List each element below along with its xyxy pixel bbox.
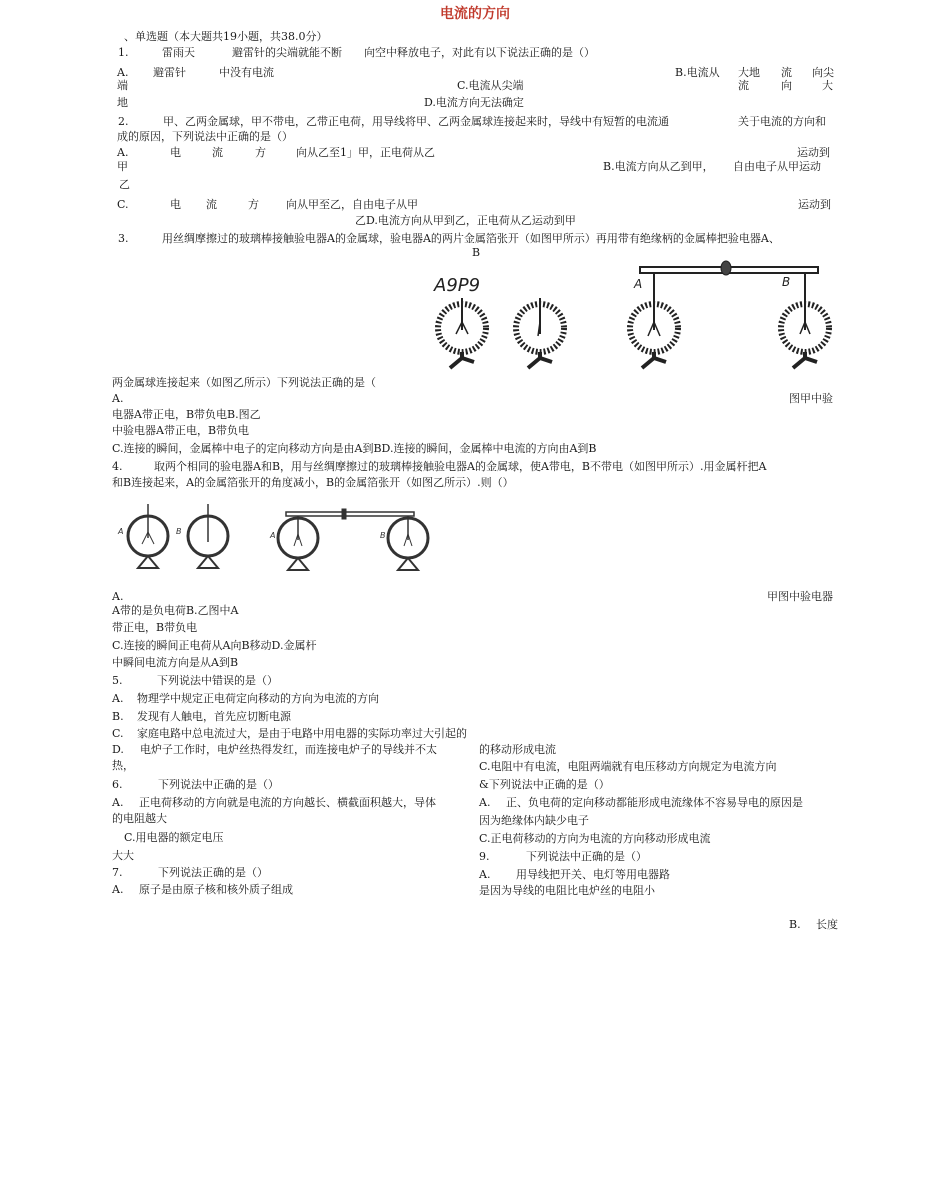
q1-option-c: C.电流从尖端	[457, 79, 524, 92]
electroscope-a-icon	[438, 298, 486, 368]
q5-option-d: D.	[112, 743, 124, 756]
q2-option-d: 乙D.电流方向从甲到乙，正电荷从乙运动到甲	[355, 214, 576, 227]
q4-figure-label-a: A	[118, 527, 124, 536]
q2-text: 成的原因，下列说法中正确的是（）	[117, 130, 293, 143]
connected-electroscopes-icon	[278, 509, 428, 570]
q7-text: 下列说法正确的是（）	[158, 866, 268, 879]
q2-option-c-text: 流	[206, 198, 217, 211]
q5-option-b-text: 发现有人触电，首先应切断电源	[137, 710, 291, 723]
right-column-text: C.电阻中有电流，电阻两端就有电压移动方向规定为电流方向	[479, 760, 777, 773]
q6-number: 6.	[112, 778, 123, 791]
q-option-b: B.	[789, 918, 801, 931]
q2-number: 2.	[118, 115, 129, 128]
q5-option-c-text: 家庭电路中总电流过大，是由于电路中用电器的实际功率过大引起的	[137, 727, 467, 740]
q1-option-b-text: 端	[117, 79, 128, 92]
q3-figure-label: A9P9	[434, 275, 481, 296]
q1-option-c-text: 向	[781, 79, 792, 92]
q4-number: 4.	[112, 460, 123, 473]
q4-option-b: A带的是负电荷B.乙图中A	[112, 604, 239, 617]
q3-text: 用丝绸摩擦过的玻璃棒接触验电器A的金属球，验电器A的两片金属箔张开（如图甲所示）再用带有绝缘柄的金属棒把验电器A、	[162, 232, 780, 245]
q9-option-a: A.	[479, 868, 491, 881]
q1-option-c-text: 大	[822, 79, 833, 92]
q6-text: 下列说法中正确的是（）	[158, 778, 279, 791]
q1-text: 避雷针的尖端就能不断	[232, 46, 342, 59]
q4-option-c-d: C.连接的瞬间正电荷从A向B移动D.金属杆	[112, 639, 317, 652]
q5-number: 5.	[112, 674, 123, 687]
q1-option-c-text: 流	[738, 79, 749, 92]
electroscope-a-icon	[128, 504, 168, 568]
right-column-text: 的移动形成电流	[479, 743, 556, 756]
q4-option-a: A.	[112, 590, 124, 603]
q6-option-c: C.用电器的额定电压	[124, 831, 224, 844]
q4-figure-label-b: B	[176, 527, 182, 536]
q3-figure	[420, 258, 840, 370]
q9-number: 9.	[479, 850, 490, 863]
q1-text: 向空中释放电子，对此有以下说法正确的是（）	[364, 46, 595, 59]
q3-option-b: 电器A带正电，B带负电B.图乙	[112, 408, 261, 421]
q4-option-d-text: 中瞬间电流方向是从A到B	[112, 656, 239, 669]
q5-option-a-text: 物理学中规定正电荷定向移动的方向为电流的方向	[137, 692, 379, 705]
q6-option-a-text: 的电阻越大	[112, 812, 167, 825]
q2-option-c-text: 电	[170, 198, 181, 211]
q3-figure-label-b: B	[782, 275, 791, 289]
q4-figure	[112, 494, 442, 584]
q2-option-b-text: 乙	[119, 178, 130, 191]
q5-option-d-text: 热，	[112, 759, 134, 772]
q1-option-d: D.电流方向无法确定	[424, 96, 524, 109]
q5-option-c: C.	[112, 727, 124, 740]
q1-option-a: A.	[117, 66, 129, 79]
q2-option-c-text: 运动到	[798, 198, 831, 211]
q1-option-b-text: 流	[781, 66, 792, 79]
q2-option-a-text: 运动到	[797, 146, 830, 159]
q2-option-c-text: 方	[248, 198, 259, 211]
q-option-b-text: 长度	[816, 918, 838, 931]
q8-option-a: A.	[479, 796, 491, 809]
q6-option-a-text: 正电荷移动的方向就是电流的方向越长、横截面积越大，导体	[139, 796, 436, 809]
q2-option-a: A.	[117, 146, 129, 159]
q5-text: 下列说法中错误的是（）	[157, 674, 278, 687]
q9-option-a-text: 是因为导线的电阻比电炉丝的电阻小	[479, 884, 655, 897]
q8-option-a-text: 因为绝缘体内缺少电子	[479, 814, 589, 827]
q5-option-b: B.	[112, 710, 124, 723]
q1-option-a-text: 避雷针	[153, 66, 186, 79]
q2-option-a-text: 向从乙至1」甲，正电荷从乙	[296, 146, 435, 159]
q8-option-c: C.正电荷移动的方向为电流的方向移动形成电流	[479, 832, 711, 845]
q1-option-b-text: 向尖	[812, 66, 834, 79]
q2-option-a-text: 方	[255, 146, 266, 159]
q2-option-a-text: 电	[170, 146, 181, 159]
q1-number: 1.	[118, 46, 129, 59]
section-header: 、单选题（本大题共19小题，共38.0分）	[124, 30, 328, 43]
q1-option-c-text: 地	[117, 96, 128, 109]
q7-option-a-text: 原子是由原子核和核外质子组成	[139, 883, 293, 896]
q3-option-b-text: 中验电器A带正电，B带负电	[112, 424, 250, 437]
q6-option-c-text: 大大	[112, 849, 134, 862]
q9-option-a-text: 用导线把开关、电灯等用电器路	[516, 868, 670, 881]
q2-option-c: C.	[117, 198, 129, 211]
q3-option-a-text: 图甲中验	[789, 392, 833, 405]
q3-number: 3.	[118, 232, 129, 245]
q2-option-a-text: 流	[212, 146, 223, 159]
q3-option-a: A.	[112, 392, 124, 405]
q1-option-b-text: 大地	[738, 66, 760, 79]
q6-option-a: A.	[112, 796, 124, 809]
connected-electroscopes-icon	[630, 261, 829, 368]
q2-option-b-text: 自由电子从甲运动	[733, 160, 821, 173]
q1-text: 雷雨天	[162, 46, 195, 59]
q7-number: 7.	[112, 866, 123, 879]
q2-option-b: B.电流方向从乙到甲，	[603, 160, 714, 173]
q2-text: 关于电流的方向和	[738, 115, 826, 128]
q4-text: 取两个相同的验电器A和B，用与丝绸摩擦过的玻璃棒接触验电器A的金属球，使A带电，B不带电（如图甲所示）.用金属杆把A	[154, 460, 767, 473]
q5-option-d-text: 电炉子工作时，电炉丝热得发红，而连接电炉子的导线并不太	[140, 743, 437, 756]
q4-option-b-text: 带正电，B带负电	[112, 621, 198, 634]
q3-option-c-d: C.连接的瞬间，金属棒中电子的定向移动方向是由A到BD.连接的瞬间，金属棒中电流的方向由A到B	[112, 442, 597, 455]
q4-text: 和B连接起来，A的金属箔张开的角度减小，B的金属箔张开（如图乙所示）.则（）	[112, 476, 514, 489]
q4-figure-label-right-a: A	[270, 531, 276, 540]
q3-figure-label-a: A	[634, 277, 643, 291]
q4-option-a-text: 甲图中验电器	[767, 590, 833, 603]
electroscope-b-icon	[516, 298, 564, 368]
q5-option-a: A.	[112, 692, 124, 705]
q1-option-b: B.电流从	[675, 66, 720, 79]
page-title: 电流的方向	[440, 6, 510, 22]
q2-option-a-text: 甲	[117, 160, 128, 173]
q4-figure-label-right-b: B	[380, 531, 386, 540]
electroscope-b-icon	[188, 504, 228, 568]
q8-text: &下列说法中正确的是（）	[479, 778, 610, 791]
q2-option-c-text: 向从甲至乙，自由电子从甲	[286, 198, 418, 211]
q3-text: 两金属球连接起来（如图乙所示）下列说法正确的是（	[112, 376, 376, 389]
q2-text: 甲、乙两金属球，甲不带电，乙带正电荷，用导线将甲、乙两金属球连接起来时，导线中有短暂的电流通	[163, 115, 669, 128]
q8-option-a-text: 正、负电荷的定向移动都能形成电流缘体不容易导电的原因是	[506, 796, 803, 809]
q1-option-a-text: 中没有电流	[219, 66, 274, 79]
q3-text: B	[472, 246, 481, 259]
q9-text: 下列说法中正确的是（）	[526, 850, 647, 863]
q7-option-a: A.	[112, 883, 124, 896]
